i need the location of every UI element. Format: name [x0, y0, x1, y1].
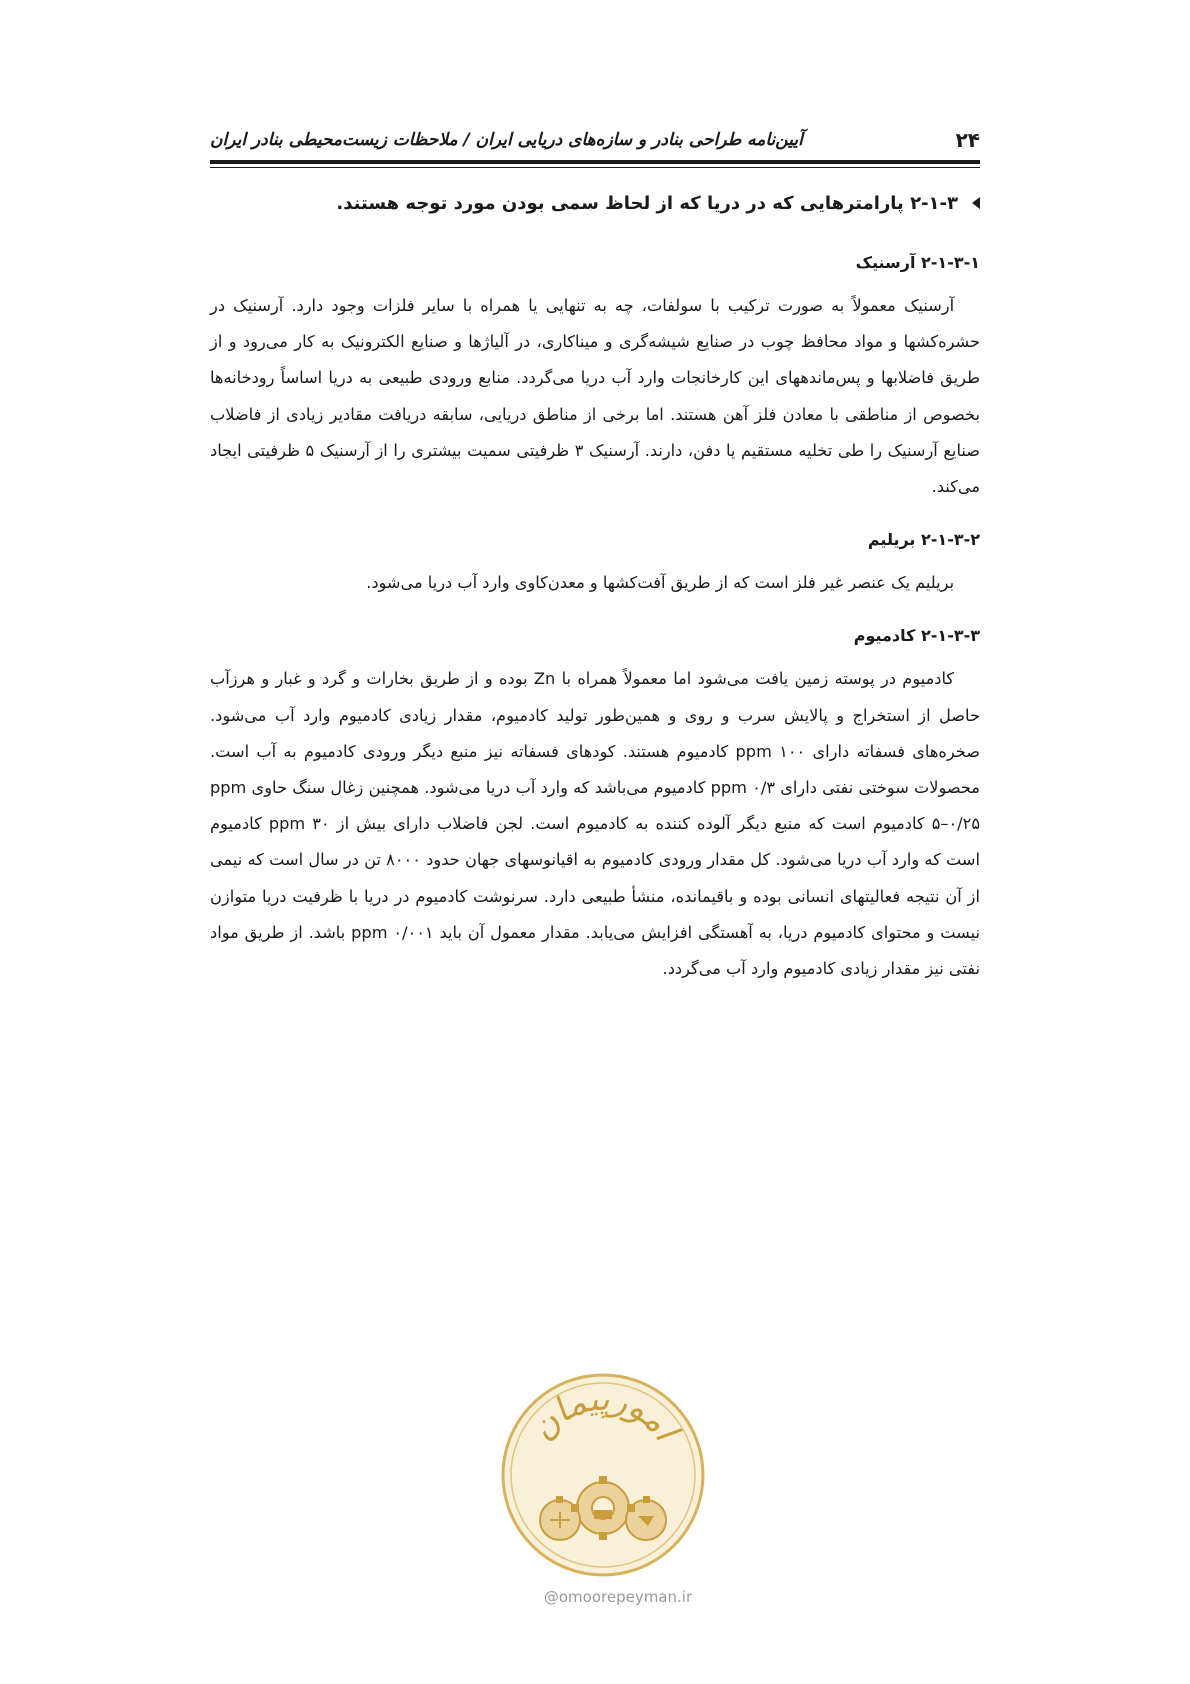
svg-text:امورپیمان: امورپیمان	[522, 1378, 686, 1448]
section-heading-text: ۲-۱-۳ پارامترهایی که در دریا که از لحاظ سمی بودن مورد توجه هستند.	[336, 192, 958, 214]
watermark-caption	[538, 1588, 698, 1606]
subsection-arsenic	[210, 250, 980, 505]
subsection-paragraph: بریلیم یک عنصر غیر فلز است که از طریق آفت‌کشها و معدن‌کاوی وارد آب دریا می‌شود.	[366, 573, 955, 593]
running-title: آیین‌نامه طراحی بنادر و سازه‌های دریایی ایران / ملاحظات زیست‌محیطی بنادر ایران	[210, 130, 803, 150]
header-rule-thin	[210, 167, 980, 168]
header-rule-thick	[210, 160, 980, 164]
subsection-heading: ۲-۱-۳-۲ بریلیم	[867, 530, 980, 550]
subsection-heading: ۲-۱-۳-۱ آرسنیک	[855, 253, 980, 272]
subsection-paragraph: آرسنیک معمولاً به صورت ترکیب با سولفات، چه به تنهایی یا همراه با سایر فلزات وجود دارد. آرسنیک در حشره‌کشها و مواد محافظ چوب در صنایع شیشه‌گری و میناکاری، در آلیاژها و صنایع الکترونیک به کار می‌رود و از طریق فاضلابها و پس‌ماندههای این کارخانجات وارد آب دریا می‌گردد. منابع ورودی طبیعی به دریا اساساً رودخانه‌ها بخصوص از مناطقی با معادن فلز آهن هستند. اما برخی از مناطق دریایی، سابقه دریافت مقادیر زیادی از فاضلاب صنایع آرسنیک را طی تخلیه مستقیم یا دفن، دارند. آرسنیک ۳ ظرفیتی سمیت بیشتری را از آرسنیک ۵ ظرفیتی ایجاد می‌کند.	[210, 296, 981, 497]
watermark-url: omoorepeyman.ir	[558, 1588, 693, 1606]
subsection-cadmium	[210, 623, 980, 987]
running-header	[210, 128, 980, 156]
subsection-heading: ۲-۱-۳-۳ کادمیوم	[853, 626, 980, 646]
subsection-paragraph: کادمیوم در پوسته زمین یافت می‌شود اما معمولاً همراه با Zn بوده و از طریق بخارات و گرد و غبار و هرزآب حاصل از استخراج و پالایش سرب و روی و همین‌طور تولید کادمیوم، مقدار زیادی کادمیوم وارد آب می‌شود. صخره‌های فسفاته دارای ppm ۱۰۰ کادمیوم هستند. کودهای فسفاته نیز منبع دیگر ورودی کادمیوم به آب است. محصولات سوختی نفتی دارای ppm ۰/۳ کادمیوم می‌باشد که وارد آب دریا می‌شود. همچنین زغال سنگ حاوی ppm ۵–۰/۲۵ کادمیوم است که منبع دیگر آلوده کننده به کادمیوم است. لجن فاضلاب دارای بیش از ppm ۳۰ کادمیوم است که وارد آب دریا می‌شود. کل مقدار ورودی کادمیوم به اقیانوسهای جهان حدود ۸۰۰۰ تن در سال است که نیمی از آن نتیجه فعالیتهای انسانی بوده و باقیمانده، منشأ طبیعی دارد. سرنوشت کادمیوم در دریا با ظرفیت دریا متوازن نیست و محتوای کادمیوم دریا، به آهستگی افزایش می‌یابد. مقدار معمول آن باید ppm ۰/۰۰۱ باشد. از طریق مواد نفتی نیز مقدار زیادی کادمیوم وارد آب می‌گردد.	[210, 669, 981, 979]
page-number: ۲۴	[955, 128, 980, 152]
watermark-seal-logo	[498, 1370, 708, 1580]
subsection-beryllium	[210, 527, 980, 601]
section-heading	[210, 188, 980, 218]
at-sign-icon: @	[543, 1588, 559, 1606]
triangle-bullet-icon	[972, 197, 980, 209]
page-body	[210, 188, 980, 987]
